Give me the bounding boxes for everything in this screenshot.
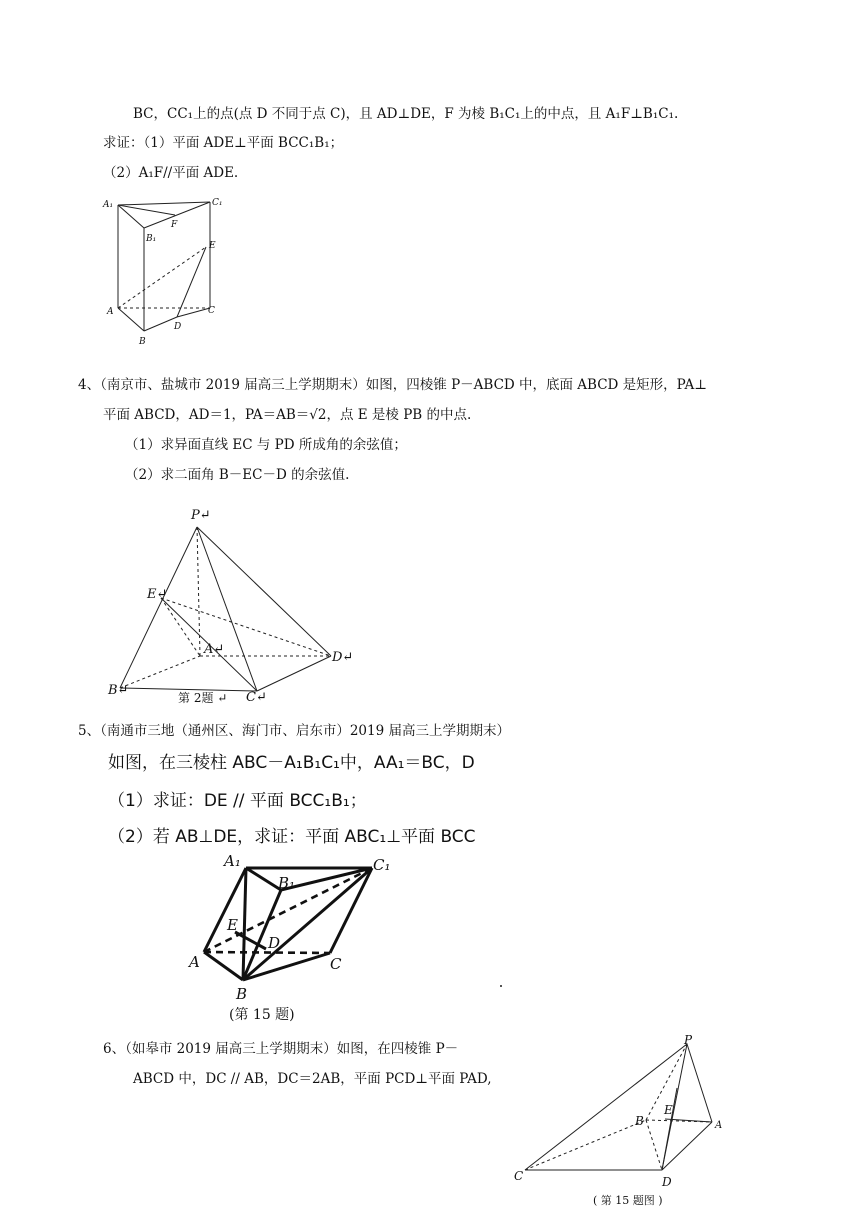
label-A1: A₁	[103, 200, 114, 210]
p5-text-line-4: （2）若 AB⊥DE，求证：平面 ABC₁⊥平面 BCC	[108, 827, 476, 847]
label-E: E	[209, 241, 216, 251]
label-A: A	[107, 307, 114, 317]
label-P: P	[684, 1033, 693, 1047]
label-B: B↵	[108, 683, 129, 698]
figure-caption: ( 第 15 题图 )	[593, 1194, 663, 1207]
p4-pyramid-figure	[100, 500, 360, 710]
p4-text-line-3: （1）求异面直线 EC 与 PD 所成角的余弦值；	[125, 437, 407, 453]
p6-text-line-2: ABCD 中，DC // AB，DC＝2AB，平面 PCD⊥平面 PAD,	[133, 1071, 492, 1087]
label-E: E	[664, 1103, 673, 1117]
label-C1: C₁	[373, 856, 391, 874]
p3-text-line-1: BC，CC₁上的点(点 D 不同于点 C)，且 AD⊥DE，F 为棱 B₁C₁上的中点，且 A₁F⊥B₁C₁.	[133, 106, 679, 122]
label-D: D	[662, 1175, 672, 1189]
p6-pyramid-figure	[505, 1030, 735, 1215]
label-B1: B₁	[146, 234, 157, 244]
p6-text-line-1: 6、（如皋市 2019 届高三上学期期末）如图，在四棱锥 P－	[103, 1041, 459, 1057]
p3-text-line-3: （2）A₁F//平面 ADE.	[103, 165, 239, 181]
label-D: D	[174, 322, 182, 332]
p5-text-line-3: （1）求证：DE // 平面 BCC₁B₁；	[108, 791, 367, 811]
label-E: E↵	[147, 587, 168, 602]
label-A: A	[189, 953, 200, 971]
label-C: C	[208, 306, 215, 316]
label-C: C↵	[246, 690, 267, 705]
label-C1: C₁	[212, 198, 223, 208]
label-B: B	[635, 1114, 644, 1128]
p3-prism-figure	[100, 190, 230, 350]
label-C: C	[514, 1169, 524, 1183]
label-B: B	[236, 985, 248, 1003]
p5-text-line-2: 如图，在三棱柱 ABC－A₁B₁C₁中，AA₁＝BC，D	[108, 753, 475, 773]
label-D: D	[268, 934, 281, 952]
stray-dot	[500, 985, 502, 987]
figure-caption: (第 15 题)	[229, 1007, 295, 1023]
label-D: D↵	[332, 650, 354, 665]
label-F: F	[171, 220, 178, 230]
p4-text-line-2: 平面 ABCD，AD＝1，PA＝AB＝√2，点 E 是棱 PB 的中点.	[103, 407, 472, 423]
p5-text-line-1: 5、（南通市三地（通州区、海门市、启东市）2019 届高三上学期期末）	[78, 723, 510, 739]
label-A1: A₁	[224, 852, 241, 870]
label-C: C	[330, 955, 342, 973]
label-E: E	[227, 916, 238, 934]
label-A: A	[715, 1120, 723, 1131]
label-B1: B₁	[278, 874, 296, 892]
p5-prism-figure	[180, 850, 410, 1030]
label-A: A↵	[204, 642, 225, 657]
p3-text-line-2: 求证：（1）平面 ADE⊥平面 BCC₁B₁；	[103, 135, 344, 151]
p4-text-line-1: 4、（南京市、盐城市 2019 届高三上学期期末）如图，四棱锥 P－ABCD 中，底面 ABCD 是矩形，PA⊥	[78, 377, 707, 393]
p4-text-line-4: （2）求二面角 B－EC－D 的余弦值.	[125, 467, 350, 483]
label-B: B	[139, 337, 146, 347]
figure-caption: 第 2题 ↵	[178, 691, 228, 705]
label-P: P↵	[191, 508, 211, 523]
